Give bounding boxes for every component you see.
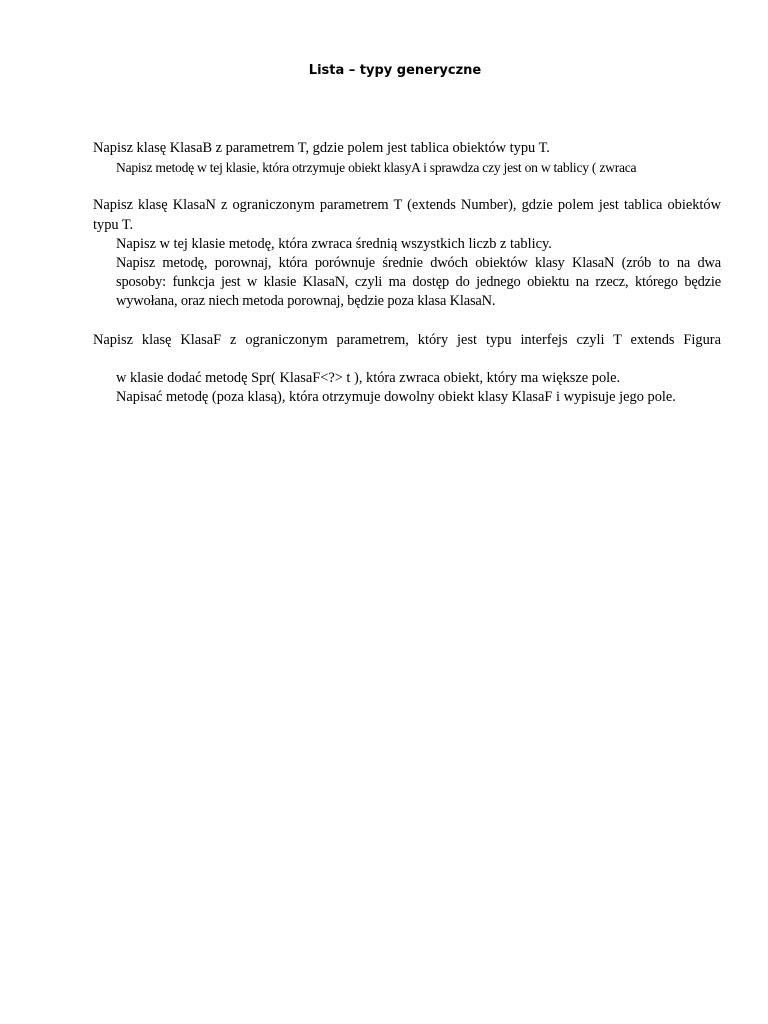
- task-2-item-1: Napisz w tej klasie metodę, która zwraca średnią wszystkich liczb z tablicy.: [116, 235, 552, 252]
- document-body: [93, 139, 721, 407]
- document-title: Lista – typy generyczne: [308, 63, 482, 78]
- task-1-heading: Napisz klasę KlasaB z parametrem T, gdzie polem jest tablica obiektów typu T.: [93, 140, 550, 156]
- task-2-heading: Napisz klasę KlasaN z ograniczonym parametrem T (extends Number), gdzie polem jest tablica obiektów typu T.: [93, 197, 721, 233]
- task-2-item-2: Napisz metodę, porownaj, która porównuje średnie dwóch obiektów klasy KlasaN (zrób to na dwa sposoby: funkcja jest w klasie KlasaN, czyli ma dostęp do jednego obiektu na rzecz, którego będzie wywołana, oraz niech metoda porownaj, będzie poza klasa KlasaN.: [116, 255, 721, 310]
- task-1-item-1: Napisz metodę w tej klasie, która otrzymuje obiekt klasyA i sprawdza czy jest on w tablicy ( zwraca: [116, 160, 637, 176]
- task-3-item-2: Napisać metodę (poza klasą), która otrzymuje dowolny obiekt klasy KlasaF i wypisuje jego pole.: [116, 389, 676, 406]
- task-3-item-1: w klasie dodać metodę Spr( KlasaF<?> t ), która zwraca obiekt, który ma większe pole.: [116, 369, 621, 386]
- task-3-heading: Napisz klasę KlasaF z ograniczonym parametrem, który jest typu interfejs czyli T extends Figura: [93, 331, 721, 348]
